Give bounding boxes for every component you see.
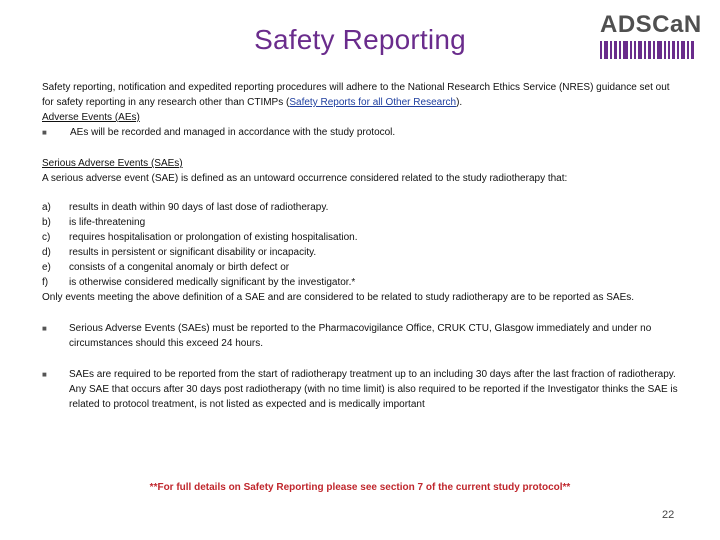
- footer-note: **For full details on Safety Reporting please see section 7 of the current study protocol**: [149, 482, 571, 493]
- ae-bullet-text: AEs will be recorded and managed in accordance with the study protocol.: [70, 127, 396, 138]
- slide-title: Safety Reporting: [254, 24, 466, 55]
- bullet-square-icon: ■: [42, 370, 47, 379]
- list-item: d) results in persistent or significant disability or incapacity.: [42, 247, 317, 258]
- sae-reporting-bullet: [42, 321, 682, 351]
- logo-barcode-graphic: [600, 41, 708, 59]
- page-number: 22: [662, 509, 675, 521]
- list-item: f) is otherwise considered medically significant by the investigator.*: [42, 277, 356, 288]
- sae-definition: A serious adverse event (SAE) is defined as an untoward occurrence considered related to the study radiotherapy that:: [42, 173, 568, 184]
- intro-text-end: ).: [456, 97, 463, 108]
- list-item: b) is life-threatening: [42, 217, 146, 228]
- intro-text: Safety reporting, notification and expedited reporting procedures will adhere to the National Research Ethics Service (NRES) guidance set out for safety reporting in any research other than CTIMPs (: [42, 82, 670, 108]
- list-item: a) results in death within 90 days of last dose of radiotherapy.: [42, 202, 329, 213]
- sae-period-bullet: [42, 367, 682, 412]
- logo-text: ADSCaN: [600, 11, 702, 38]
- list-item: e) consists of a congenital anomaly or birth defect or: [42, 262, 290, 273]
- safety-reports-link[interactable]: Safety Reports for all Other Research: [289, 97, 457, 108]
- bullet-square-icon: ■: [42, 128, 47, 137]
- adscan-logo: [600, 12, 708, 68]
- slide-body: [42, 80, 682, 412]
- intro-paragraph: [42, 80, 682, 110]
- ae-heading: Adverse Events (AEs): [42, 112, 140, 123]
- only-events-paragraph: Only events meeting the above definition of a SAE and are considered to be related to study radiotherapy are to be reported as SAEs.: [42, 292, 635, 303]
- sae-criteria-list: [42, 200, 682, 290]
- ae-bullet: [42, 125, 682, 140]
- bullet-text: SAEs are required to be reported from the start of radiotherapy treatment up to an including 30 days after the last fraction of radiotherapy. Any SAE that occurs after 30 days post radiotherapy (with no time limit) is also required to be reported if the Investigator thinks the SAE is related to protocol treatment, is not listed as expected and is medically important: [69, 369, 678, 410]
- bullet-text: Serious Adverse Events (SAEs) must be reported to the Pharmacovigilance Office, CRUK CTU, Glasgow immediately and under no circumstances should this exceed 24 hours.: [69, 323, 652, 349]
- bullet-square-icon: ■: [42, 324, 47, 333]
- list-item: c) requires hospitalisation or prolongation of existing hospitalisation.: [42, 232, 358, 243]
- sae-heading: Serious Adverse Events (SAEs): [42, 158, 183, 169]
